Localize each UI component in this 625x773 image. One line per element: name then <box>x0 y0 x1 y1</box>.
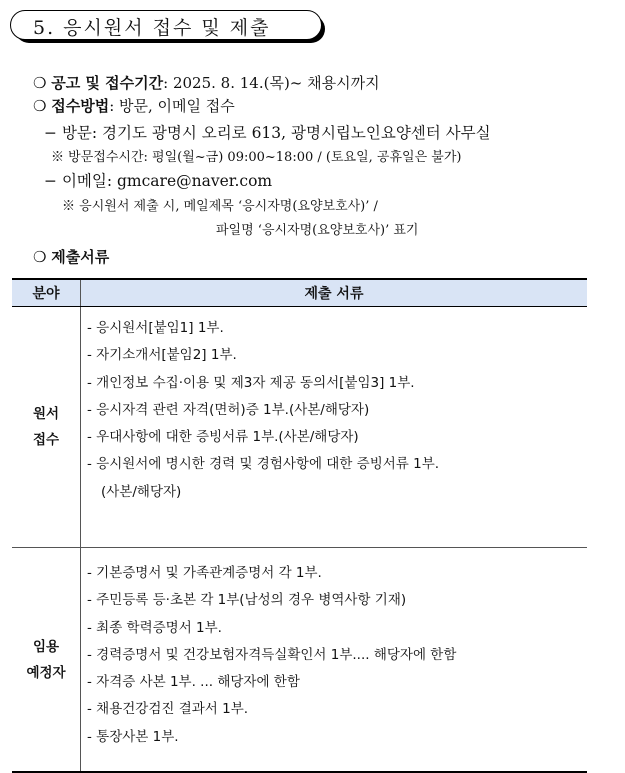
list-item: - 경력증명서 및 건강보험자격득실확인서 1부.... 해당자에 한함 <box>87 646 457 663</box>
email-note-1: 응시원서 제출 시, 메일제목 ‘응시자명(요양보호사)’ / <box>79 199 378 214</box>
list-item <box>87 479 587 506</box>
bullet-icon: ❍ <box>33 74 47 92</box>
period-label: 공고 및 접수기간 <box>51 74 164 92</box>
visit-hours: 방문접수시간: 평일(월~금) 09:00~18:00 / (토요일, 공휴일은 불가) <box>68 150 462 165</box>
bullet-icon: ❍ <box>33 248 47 266</box>
table-header-row <box>12 279 587 307</box>
dash-icon: − <box>44 124 57 142</box>
category-cell <box>12 307 81 548</box>
category-label: 임용 <box>32 638 60 655</box>
visit-hours-line <box>51 146 461 165</box>
method-value: 방문, 이메일 접수 <box>119 97 235 115</box>
list-item: - 응시원서[붙임1] 1부. <box>87 320 224 336</box>
documents-cell <box>81 307 588 548</box>
header-documents: 제출 서류 <box>81 279 588 307</box>
category-cell <box>12 548 81 773</box>
documents-table <box>12 278 587 773</box>
bullet-icon: ❍ <box>33 97 47 115</box>
header-category: 분야 <box>12 279 81 307</box>
category-label: 원서 <box>32 406 60 422</box>
section-title: 5. 응시원서 접수 및 제출 <box>33 17 271 39</box>
list-item: - 응시자격 관련 자격(면허)증 1부.(사본/해당자) <box>87 401 370 418</box>
list-item: - 자격증 사본 1부. ... 해당자에 한함 <box>87 674 300 691</box>
list-item: - 우대사항에 대한 증빙서류 1부.(사본/해당자) <box>87 429 359 446</box>
table-row <box>12 548 587 773</box>
ref-mark-icon: ※ <box>51 150 65 165</box>
title-pill <box>10 10 322 40</box>
email-note-line-1 <box>62 195 378 214</box>
list-item: - 통장사본 1부. <box>87 728 179 745</box>
visit-line <box>44 121 491 143</box>
dash-icon: − <box>44 172 57 190</box>
list-item: - 기본증명서 및 가족관계증명서 각 1부. <box>87 565 322 581</box>
category-label: 접수 <box>32 432 60 448</box>
table-row <box>12 307 587 548</box>
list-item: - 자기소개서[붙임2] 1부. <box>87 347 237 364</box>
period-line: ❍ 공고 및 접수기간: 2025. 8. 14.(목)~ 채용시까지 <box>33 74 380 92</box>
email-note-2: 파일명 ‘응시자명(요양보호사)’ 표기 <box>216 223 419 238</box>
docs-label: 제출서류 <box>51 248 110 266</box>
list-item: - 주민등록 등·초본 각 1부(남성의 경우 병역사항 기재) <box>87 592 407 609</box>
docs-heading-line <box>33 246 109 267</box>
ref-mark-icon: ※ <box>62 199 76 214</box>
method-line: ❍ 접수방법: 방문, 이메일 접수 <box>33 97 235 115</box>
email-note-line-2 <box>216 219 419 238</box>
list-item-continuation: (사본/해당자) <box>101 483 182 500</box>
documents-cell <box>81 548 588 773</box>
list-item: - 개인정보 수집·이용 및 제3자 제공 동의서[붙임3] 1부. <box>87 374 415 391</box>
visit-address: 방문: 경기도 광명시 오리로 613, 광명시립노인요양센터 사무실 <box>61 124 491 142</box>
email-line <box>44 169 272 191</box>
list-item: - 응시원서에 명시한 경력 및 경험사항에 대한 증빙서류 1부. <box>87 456 440 473</box>
method-label: 접수방법 <box>51 97 110 115</box>
email-address: 이메일: gmcare@naver.com <box>61 172 273 190</box>
category-label: 예정자 <box>26 664 66 681</box>
list-item: - 최종 학력증명서 1부. <box>87 619 222 636</box>
section-title-box <box>10 10 326 44</box>
period-value: 2025. 8. 14.(목)~ 채용시까지 <box>172 74 380 92</box>
list-item: - 채용건강검진 결과서 1부. <box>87 701 249 718</box>
